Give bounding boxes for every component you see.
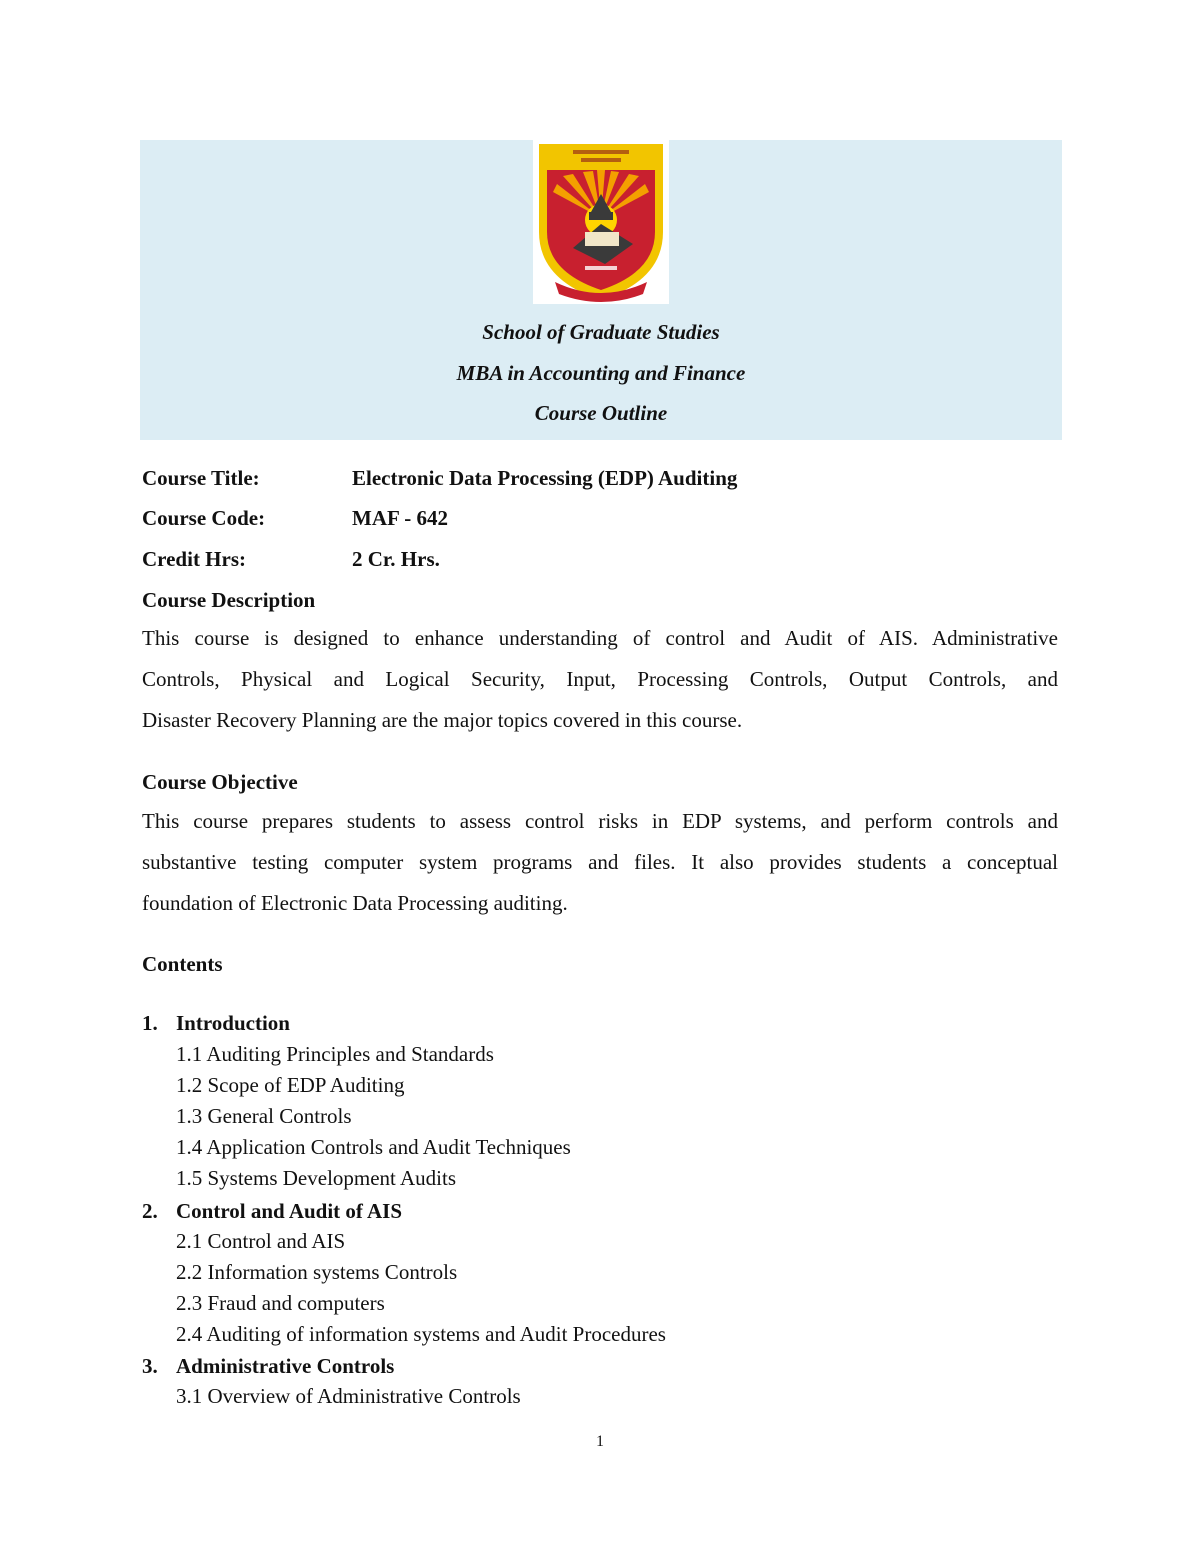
toc-section-2 bbox=[142, 1199, 402, 1224]
description-line: Controls, Physical and Logical Security, Input, Processing Controls, Output Controls, and bbox=[142, 667, 1058, 691]
objective-heading: Course Objective bbox=[142, 770, 298, 794]
school-name: School of Graduate Studies bbox=[482, 320, 720, 344]
toc-section-3 bbox=[142, 1354, 394, 1379]
toc-section-number: 2. bbox=[142, 1199, 158, 1223]
toc-item: 1.1 Auditing Principles and Standards bbox=[176, 1042, 494, 1066]
course-code-label: Course Code: bbox=[142, 506, 266, 530]
toc-section-number: 1. bbox=[142, 1011, 158, 1035]
description-paragraph bbox=[142, 618, 1058, 741]
description-line: This course is designed to enhance understanding of control and Audit of AIS. Administrative bbox=[142, 626, 1058, 650]
program-name: MBA in Accounting and Finance bbox=[456, 361, 746, 385]
credit-hours-label: Credit Hrs: bbox=[142, 547, 247, 571]
toc-section-1 bbox=[142, 1011, 290, 1036]
toc-item: 3.1 Overview of Administrative Controls bbox=[176, 1384, 521, 1408]
toc-item: 2.1 Control and AIS bbox=[176, 1229, 346, 1253]
toc-item: 1.3 General Controls bbox=[176, 1104, 352, 1128]
objective-line: This course prepares students to assess control risks in EDP systems, and perform controls and bbox=[142, 809, 1058, 833]
credit-hours-value: 2 Cr. Hrs. bbox=[352, 547, 440, 571]
contents-heading: Contents bbox=[142, 952, 223, 976]
toc-item: 2.2 Information systems Controls bbox=[176, 1260, 458, 1284]
description-heading: Course Description bbox=[142, 588, 316, 612]
toc-item: 1.4 Application Controls and Audit Techniques bbox=[176, 1135, 571, 1159]
toc-section-number: 3. bbox=[142, 1354, 158, 1378]
objective-line: foundation of Electronic Data Processing auditing. bbox=[142, 891, 568, 915]
description-line: Disaster Recovery Planning are the major topics covered in this course. bbox=[142, 708, 743, 732]
toc-section-title: Introduction bbox=[176, 1011, 290, 1035]
document-type: Course Outline bbox=[534, 401, 668, 425]
toc-section-title: Administrative Controls bbox=[176, 1354, 395, 1378]
objective-paragraph bbox=[142, 801, 1058, 924]
toc-item: 2.4 Auditing of information systems and Audit Procedures bbox=[176, 1322, 666, 1346]
course-code-value: MAF - 642 bbox=[352, 506, 449, 530]
toc-section-title: Control and Audit of AIS bbox=[176, 1199, 403, 1223]
toc-item: 1.5 Systems Development Audits bbox=[176, 1166, 456, 1190]
course-title-label: Course Title: bbox=[142, 466, 260, 490]
university-crest-icon bbox=[533, 140, 669, 304]
toc-item: 1.2 Scope of EDP Auditing bbox=[176, 1073, 405, 1097]
objective-line: substantive testing computer system programs and files. It also provides students a conceptual bbox=[142, 850, 1058, 874]
page-number: 1 bbox=[596, 1433, 604, 1450]
toc-item: 2.3 Fraud and computers bbox=[176, 1291, 385, 1315]
course-title-value: Electronic Data Processing (EDP) Auditing bbox=[352, 466, 738, 490]
header-banner bbox=[140, 140, 1062, 440]
